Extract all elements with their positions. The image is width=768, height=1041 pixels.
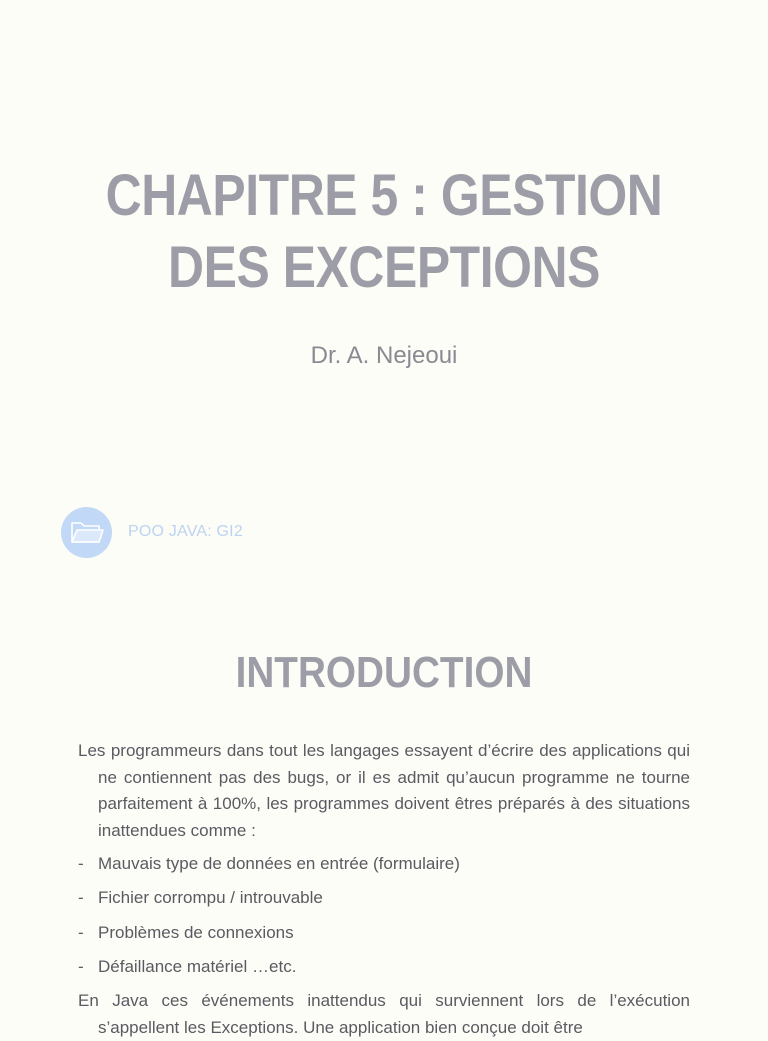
bullet-text: Problèmes de connexions [98, 922, 294, 942]
course-icon-circle [61, 507, 112, 558]
bullet-dash: - [78, 854, 84, 873]
bullet-text: Mauvais type de données en entrée (formulaire) [98, 854, 460, 873]
folder-icon [70, 519, 104, 545]
bullet-dash: - [78, 922, 84, 942]
list-item [78, 851, 690, 878]
course-tag [61, 506, 243, 558]
bullet-dash: - [78, 956, 84, 976]
list-item [78, 885, 690, 912]
bullet-dash: - [78, 888, 84, 908]
list-item [78, 920, 690, 947]
bullet-text: Fichier corrompu / introuvable [98, 888, 323, 908]
section-title: INTRODUCTION [235, 648, 533, 697]
list-item [78, 954, 690, 981]
author-name: Dr. A. Nejeoui [310, 342, 458, 369]
slide-title [54, 160, 714, 304]
slide-body [78, 738, 690, 1041]
slide-title-line-2: DES EXCEPTIONS [168, 235, 600, 300]
slide-title-line-1: CHAPITRE 5 : GESTION [105, 163, 663, 228]
closing-paragraph: En Java ces événements inattendus qui surviennent lors de l’exécution s’appellent les Exceptions. Une application bien conçue doit être [78, 991, 690, 1037]
bullet-list [78, 851, 690, 980]
course-label: POO JAVA: GI2 [128, 523, 243, 540]
bullet-text: Défaillance matériel …etc. [98, 956, 297, 976]
intro-paragraph: Les programmeurs dans tout les langages essayent d’écrire des applications qui ne contiennent pas des bugs, or il es admit qu’aucun programme ne tourne parfaitement à 100%, les programmes doivent êtres préparés à des situations inattendues comme : [78, 741, 690, 840]
